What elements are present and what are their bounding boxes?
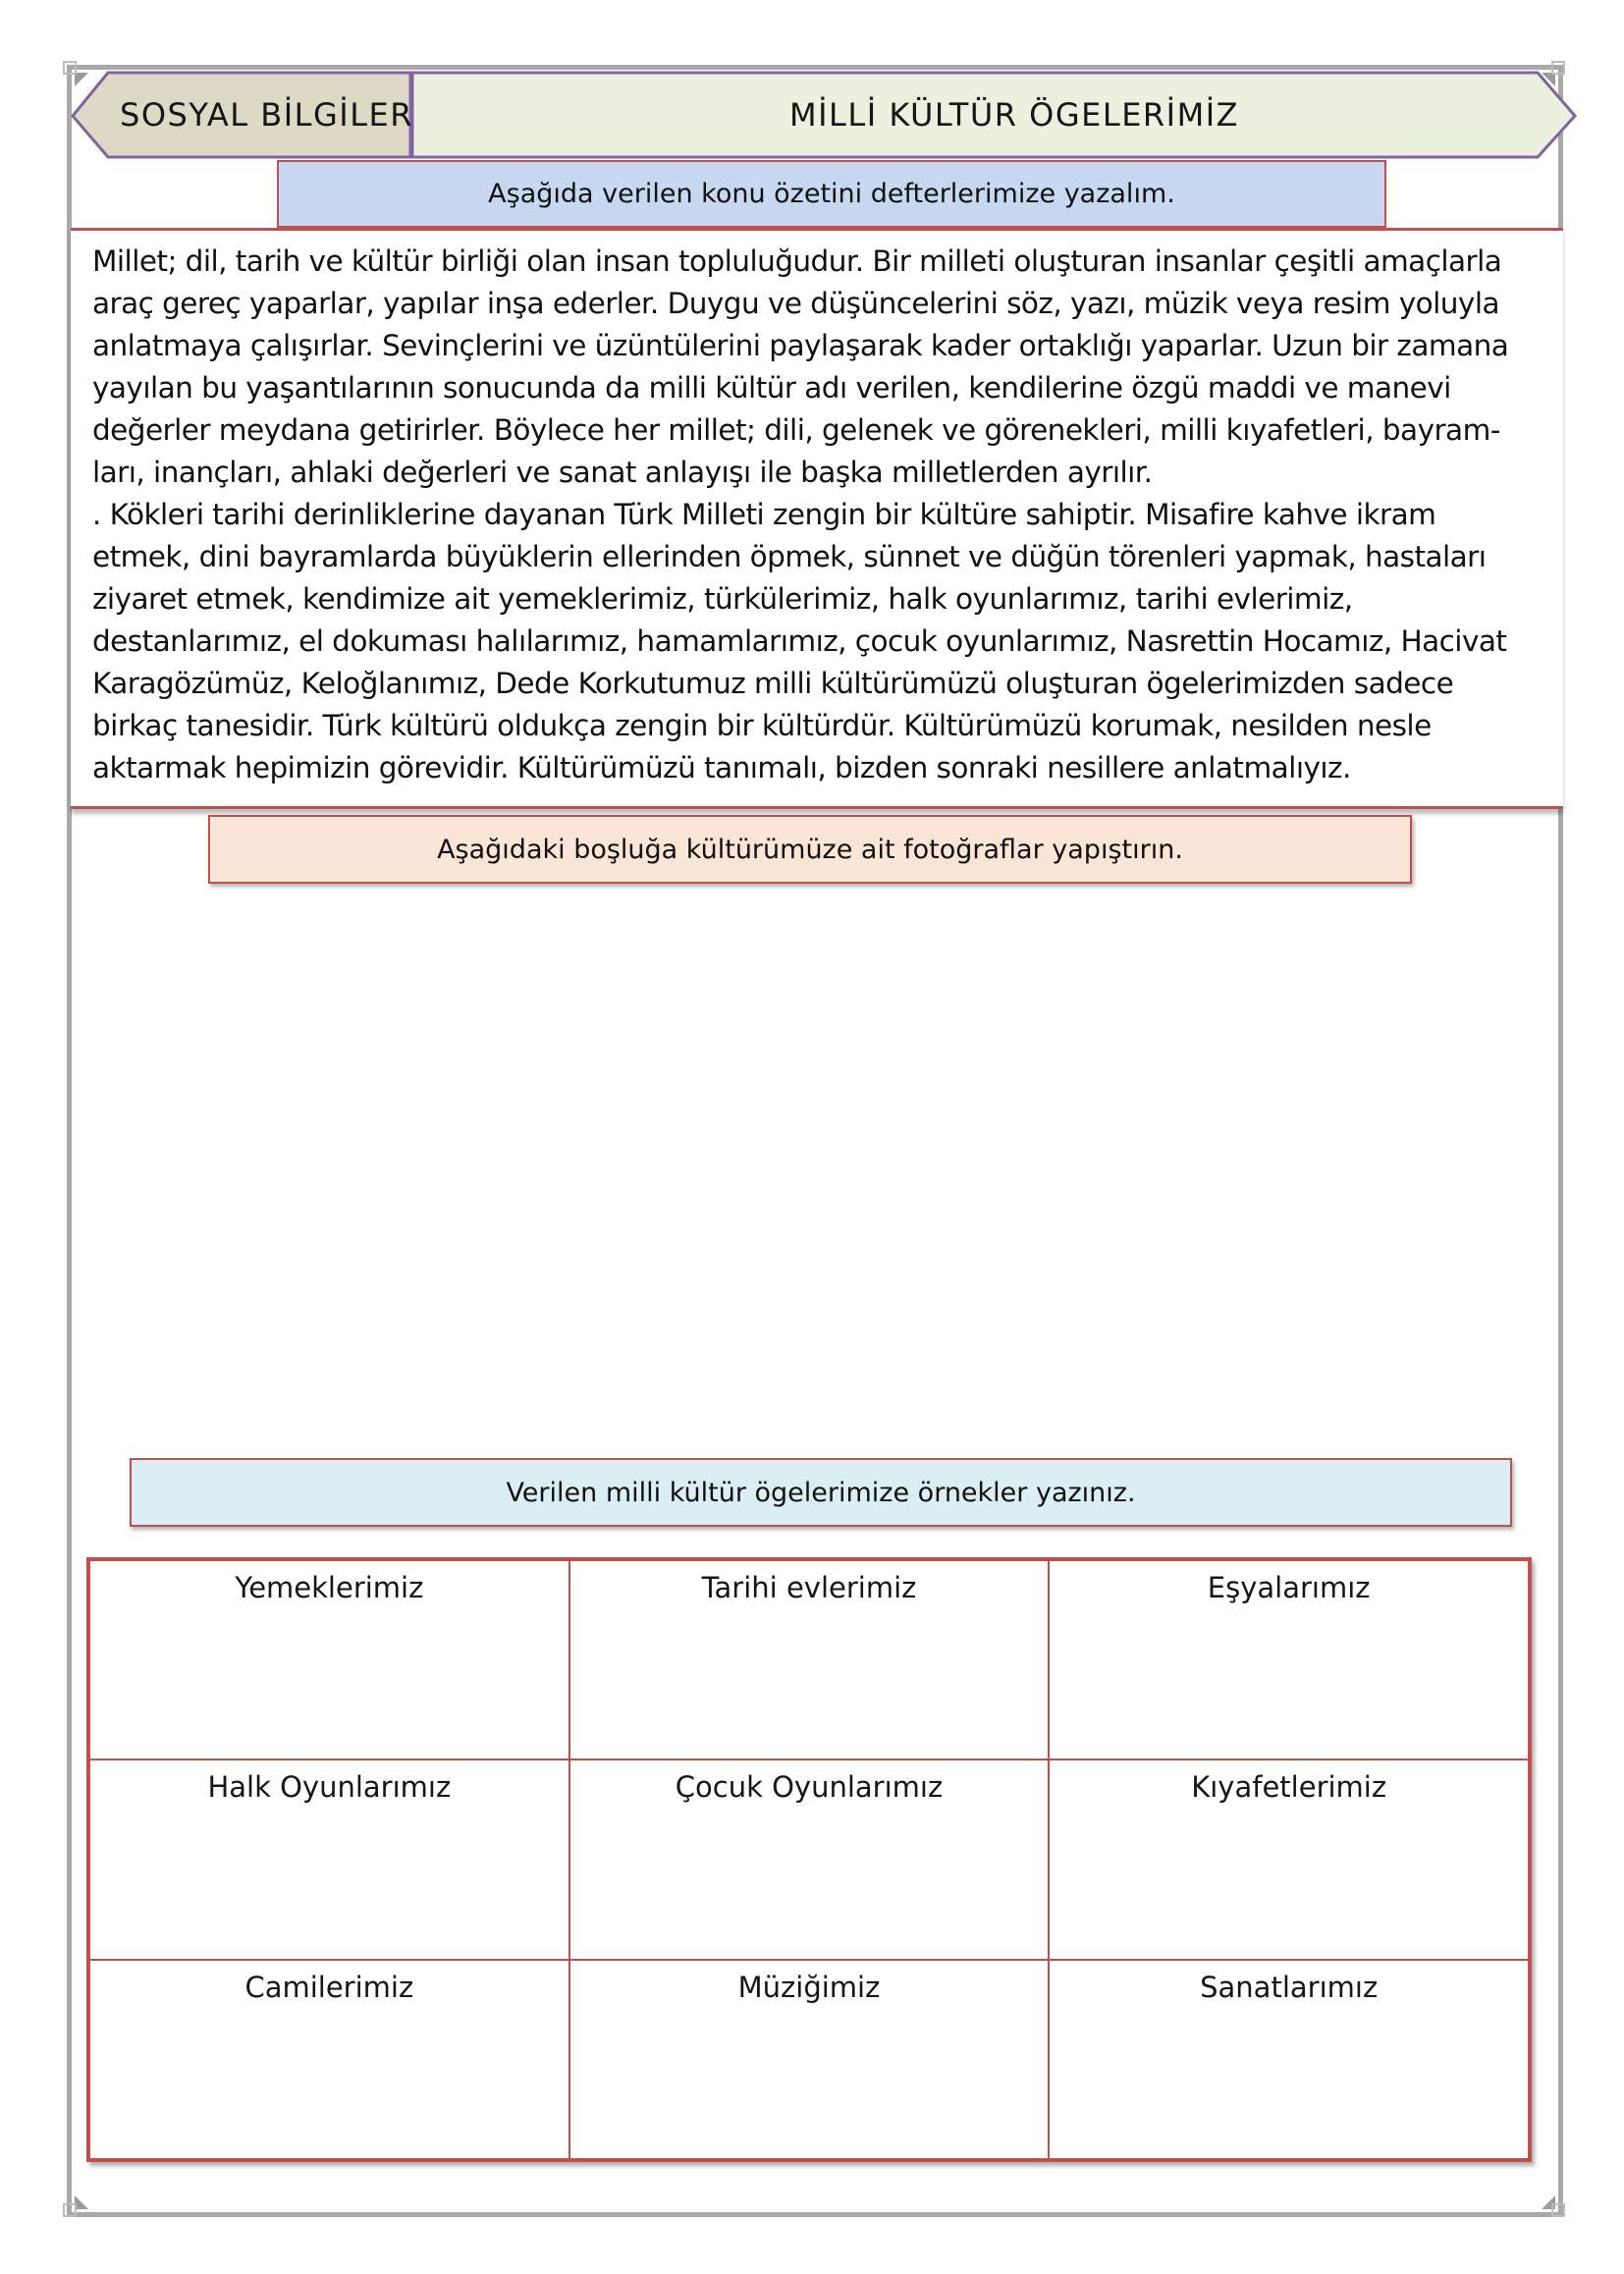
summary-line: ları, inançları, ahlaki değerleri ve sanat anlayışı ile başka milletlerden ayrılır. (92, 456, 1153, 489)
summary-line: anlatmaya çalışırlar. Sevinçlerini ve üzüntülerini paylaşarak kader ortaklığı yaparlar. Uzun bir zamana (92, 329, 1509, 362)
summary-line: . Kökleri tarihi derinliklerine dayanan Türk Milleti zengin bir kültüre sahiptir. Misafire kahve ikram (92, 498, 1436, 531)
summary-line: yayılan bu yaşantılarının sonucunda da milli kültür adı verilen, kendilerine özgü maddi ve manevi (92, 371, 1451, 405)
examples-instruction-text: Verilen milli kültür ögelerimize örnekler yazınız. (506, 1477, 1136, 1508)
table-cell[interactable] (89, 1760, 569, 1959)
examples-instruction (130, 1458, 1512, 1527)
summary-line: ziyaret etmek, kendimize ait yemeklerimiz, türkülerimiz, halk oyunlarımız, tarihi evlerimiz, (92, 582, 1353, 616)
summary-text-block (71, 228, 1563, 809)
photos-instruction (208, 815, 1412, 884)
cell-label: Kıyafetlerimiz (1191, 1770, 1387, 1805)
summary-line: araç gereç yaparlar, yapılar inşa ederler. Duygu ve düşüncelerini söz, yazı, müzik veya resim yoluyla (92, 287, 1499, 320)
summary-paragraph (92, 241, 1561, 789)
table-cell[interactable] (89, 1560, 569, 1760)
cell-label: Tarihi evlerimiz (701, 1571, 917, 1604)
cell-label: Yemeklerimiz (235, 1571, 424, 1604)
subject-title: SOSYAL BİLGİLER (120, 96, 413, 134)
table-cell[interactable] (89, 1960, 569, 2159)
summary-instruction (277, 160, 1386, 228)
cell-label: Eşyalarımız (1207, 1571, 1371, 1604)
summary-line: destanlarımız, el dokuması halılarımız, hamamlarımız, çocuk oyunlarımız, Nasrettin Hocamız, Hacivat (92, 624, 1507, 658)
table-cell[interactable] (1049, 1960, 1529, 2159)
table-cell[interactable] (1049, 1560, 1529, 1760)
cell-label: Sanatlarımız (1200, 1970, 1379, 2004)
corner-ornament (75, 2195, 88, 2209)
summary-line: Millet; dil, tarih ve kültür birliği olan insan topluluğudur. Bir milleti oluşturan insanlar çeşitli amaçlarla (92, 244, 1502, 278)
summary-instruction-text: Aşağıda verilen konu özetini defterlerimize yazalım. (488, 179, 1175, 209)
cell-label: Müziğimiz (737, 1970, 881, 2004)
table-cell[interactable] (569, 1960, 1050, 2159)
photo-paste-area[interactable] (118, 893, 1512, 1443)
summary-line: birkaç tanesidir. Türk kültürü oldukça zengin bir kültürdür. Kültürümüzü korumak, nesilden nesle (92, 709, 1432, 742)
topic-title: MİLLİ KÜLTÜR ÖGELERİMİZ (789, 96, 1240, 134)
corner-square (1551, 2203, 1565, 2217)
cell-label: Halk Oyunlarımız (207, 1770, 452, 1805)
summary-line: aktarmak hepimizin görevidir. Kültürümüzü tanımalı, bizden sonraki nesillere anlatmalıyız. (92, 751, 1351, 785)
cell-label: Camilerimiz (244, 1970, 414, 2004)
cell-label: Çocuk Oyunlarımız (675, 1770, 944, 1805)
table-cell[interactable] (569, 1560, 1050, 1760)
table-cell[interactable] (569, 1760, 1050, 1959)
summary-line: değerler meydana getirirler. Böylece her millet; dili, gelenek ve görenekleri, milli kıyafetleri, bayram- (92, 413, 1500, 447)
examples-table (86, 1557, 1532, 2162)
corner-square (63, 2203, 77, 2217)
summary-line: Karagözümüz, Keloğlanımız, Dede Korkutumuz milli kültürümüzü oluşturan ögelerimizden sadece (92, 667, 1454, 700)
table-cell[interactable] (1049, 1760, 1529, 1959)
photos-instruction-text: Aşağıdaki boşluğa kültürümüze ait fotoğraflar yapıştırın. (437, 834, 1183, 865)
summary-line: etmek, dini bayramlarda büyüklerin ellerinden öpmek, sünnet ve düğün törenleri yapmak, hastaları (92, 540, 1487, 573)
